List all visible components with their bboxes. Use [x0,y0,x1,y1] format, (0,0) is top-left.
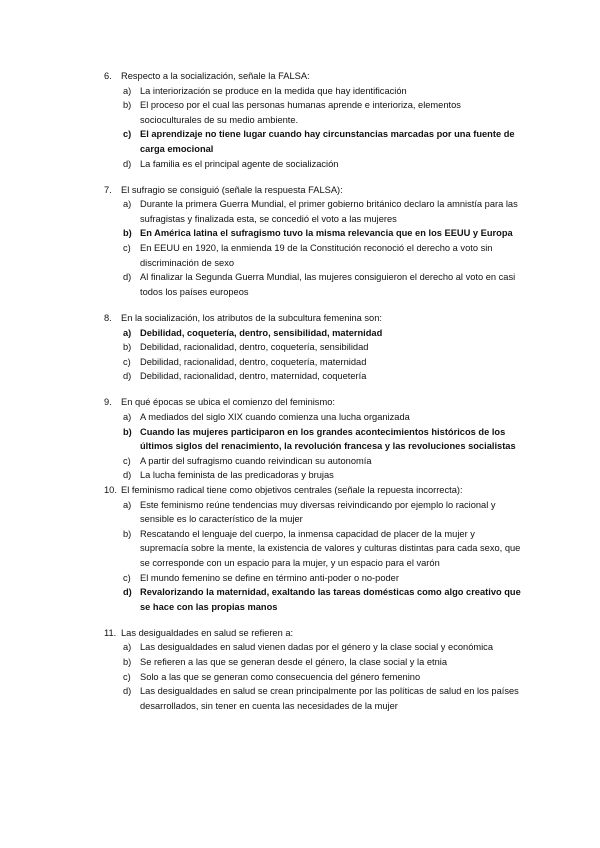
option-d [123,468,524,483]
option-a [123,410,524,425]
question-number: 8. [104,312,112,323]
option-label: c) [123,572,131,583]
question-text: El sufragio se consiguió (señale la respuesta FALSA): [121,184,343,195]
question-8 [104,311,524,384]
option-label: a) [123,499,132,510]
question-7 [104,183,524,300]
question-list [104,69,524,713]
option-d-correct [123,585,524,614]
option-d [123,684,524,713]
option-text: Revalorizando la maternidad, exaltando las tareas domésticas como algo creativo que se hace con las propias manos [140,587,521,612]
question-10 [104,483,524,614]
option-text: Se refieren a las que se generan desde el género, la clase social y la etnia [140,656,447,667]
question-number: 6. [104,71,112,81]
option-text: Debilidad, racionalidad, dentro, coquetería, maternidad [140,356,367,367]
option-c [123,571,524,586]
question-text: Respecto a la socialización, señale la FALSA: [121,71,310,81]
option-a [123,84,524,99]
option-label: a) [123,327,132,338]
option-label: c) [123,455,131,466]
option-label: b) [123,426,132,437]
option-c [123,355,524,370]
option-b [123,340,524,355]
option-label: d) [123,158,132,169]
question-text: Las desigualdades en salud se refieren a: [121,627,294,638]
option-text: Cuando las mujeres participaron en los grandes acontecimientos históricos de los últimos siglos del renacimiento, la revolución francesa y las revoluciones socialistas [140,426,516,452]
option-text: El aprendizaje no tiene lugar cuando hay circunstancias marcadas por una fuente de carga emocional [140,129,515,154]
option-text: A partir del sufragismo cuando reivindican su autonomía [140,455,372,466]
option-text: La familia es el principal agente de socialización [140,158,339,169]
option-label: d) [123,686,132,697]
option-b-correct [123,226,524,241]
option-d [123,369,524,384]
option-text: En América latina el sufragismo tuvo la misma relevancia que en los EEUU y Europa [140,228,513,239]
question-11 [104,626,524,714]
question-9 [104,395,524,483]
option-b-correct [123,425,524,454]
option-label: c) [123,356,131,367]
option-label: c) [123,129,132,140]
question-text: En la socialización, los atributos de la subcultura femenina son: [121,312,382,323]
option-text: En EEUU en 1920, la enmienda 19 de la Constitución reconoció el derecho a voto sin discriminación de sexo [140,243,493,268]
question-text: El feminismo radical tiene como objetivos centrales (señale la repuesta incorrecta): [121,484,463,495]
option-text: La lucha feminista de las predicadoras y brujas [140,470,334,481]
option-text: Debilidad, racionalidad, dentro, coquetería, sensibilidad [140,342,369,353]
option-label: d) [123,470,132,481]
question-number: 10. [104,484,117,495]
option-text: El mundo femenino se define en término anti-poder o no-poder [140,572,399,583]
option-a [123,197,524,226]
option-c [123,241,524,270]
option-text: Al finalizar la Segunda Guerra Mundial, las mujeres consiguieron el derecho al voto en casi todos los países europeos [140,272,516,297]
option-text: La interiorización se produce en la medida que hay identificación [140,85,407,96]
option-d [123,157,524,172]
option-label: c) [123,243,131,254]
question-6 [104,69,524,171]
option-label: b) [123,656,132,667]
option-c [123,454,524,469]
option-a [123,498,524,527]
option-label: a) [123,642,132,653]
option-text: Este feminismo reúne tendencias muy diversas reivindicando por ejemplo lo racional y sensible es lo característico de la mujer [140,499,496,525]
option-label: b) [123,100,132,111]
option-label: b) [123,228,132,239]
question-text: En qué épocas se ubica el comienzo del feminismo: [121,397,335,408]
question-number: 11. [104,627,117,638]
option-a [123,640,524,655]
option-label: a) [123,199,132,210]
option-b [123,655,524,670]
option-b [123,527,524,571]
option-b [123,98,524,127]
option-label: d) [123,272,132,283]
option-text: Las desigualdades en salud se crean principalmente por las políticas de salud en los países desarrollados, sin tener en cuenta las necesidades de la mujer [140,686,519,711]
option-text: Debilidad, coquetería, dentro, sensibilidad, maternidad [140,327,383,338]
option-label: b) [123,342,132,353]
option-label: c) [123,671,131,682]
option-text: El proceso por el cual las personas humanas aprende e interioriza, elementos socioculturales de su medio ambiente. [140,100,461,125]
question-number: 7. [104,184,112,195]
option-c [123,670,524,685]
option-label: b) [123,528,132,539]
option-text: A mediados del siglo XIX cuando comienza una lucha organizada [140,411,410,422]
option-text: Debilidad, racionalidad, dentro, maternidad, coquetería [140,371,367,382]
option-d [123,270,524,299]
option-a-correct [123,326,524,341]
option-text: Solo a las que se generan como consecuencia del género femenino [140,671,421,682]
option-text: Rescatando el lenguaje del cuerpo, la inmensa capacidad de placer de la mujer y supremacía sobre la mente, la existencia de valores y culturas distintas para cada sexo, que se corresponde con un espacio para la mujer, y un espacio para el varón [140,528,521,568]
option-label: a) [123,411,132,422]
option-label: a) [123,85,132,96]
option-label: d) [123,587,132,598]
option-c-correct [123,127,524,156]
question-number: 9. [104,397,112,408]
option-text: Durante la primera Guerra Mundial, el primer gobierno británico declaro la amnistía para las sufragistas y finalizada esta, se concedió el voto a las mujeres [140,199,518,224]
option-label: d) [123,371,132,382]
option-text: Las desigualdades en salud vienen dadas por el género y la clase social y económica [140,642,493,653]
